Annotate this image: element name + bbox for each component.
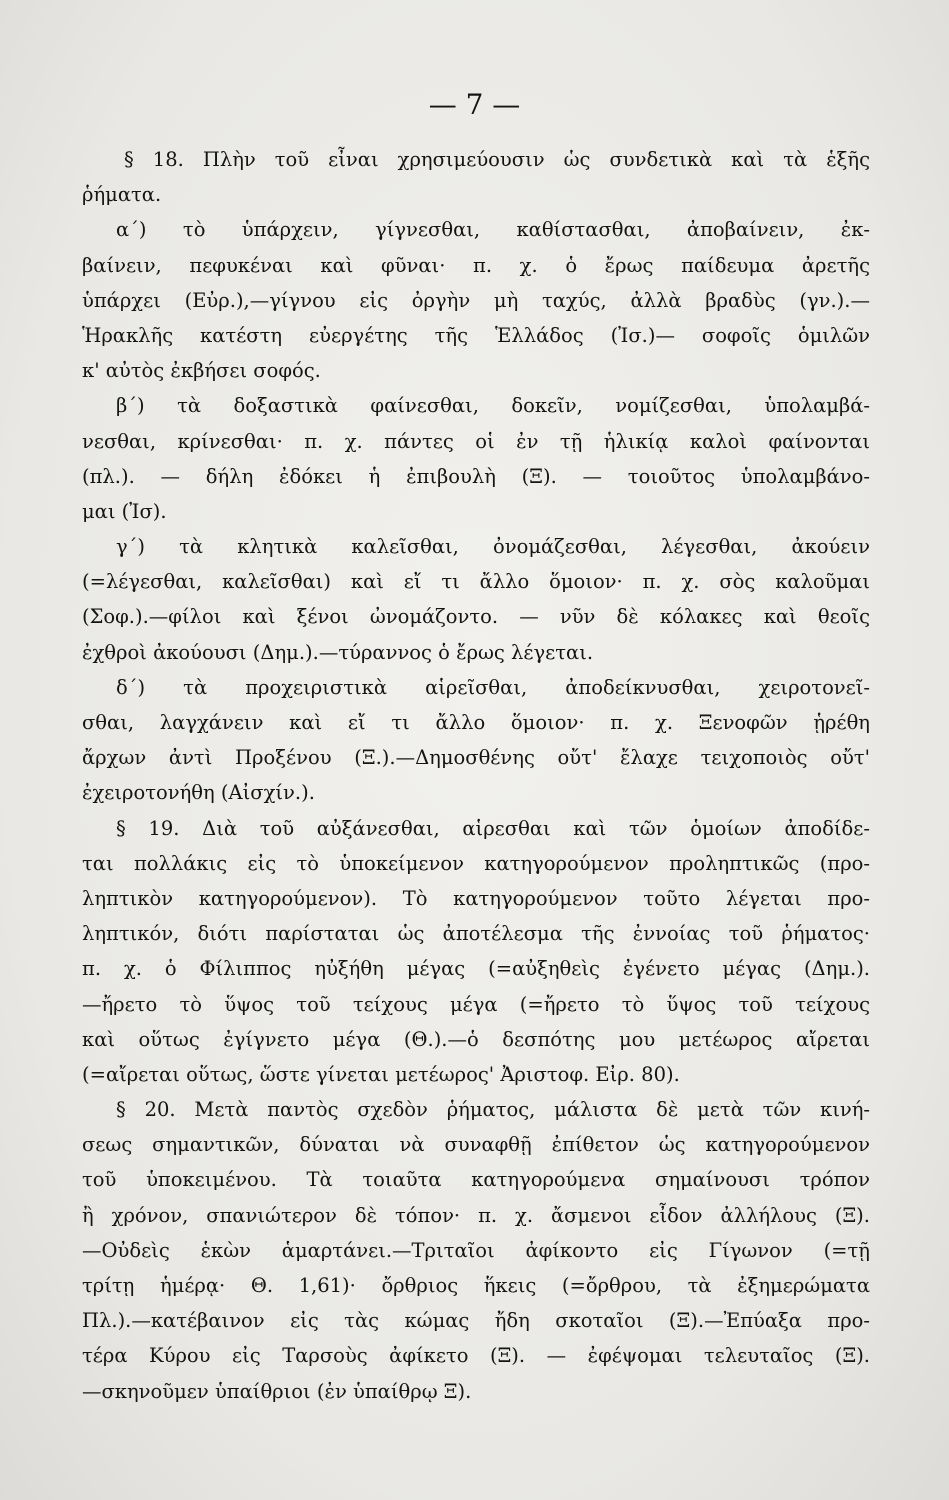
text-line: ληπτικὸν κατηγορούμενον). Τὸ κατηγορούμενον τοῦτο λέγεται προ- [82, 886, 870, 910]
text-line: γ΄) τὰ κλητικὰ καλεῖσθαι, ὀνομάζεσθαι, λέγεσθαι, ἀκούειν [116, 535, 870, 559]
text-line: (πλ.). — δήλη ἐδόκει ἡ ἐπιβουλὴ (Ξ). — τοιοῦτος ὑπολαμβάνο- [82, 464, 870, 488]
text-line: § 19. Διὰ τοῦ αὐξάνεσθαι, αἱρεσθαι καὶ τῶν ὁμοίων ἀποδίδε- [116, 816, 870, 840]
text-line: δ΄) τὰ προχειριστικὰ αἱρεῖσθαι, ἀποδείκνυσθαι, χειροτονεῖ- [116, 675, 870, 699]
text-line: σθαι, λαγχάνειν καὶ εἴ τι ἄλλο ὅμοιον· π. χ. Ξενοφῶν ᾑρέθη [82, 711, 870, 734]
text-line: ληπτικόν, διότι παρίσταται ὡς ἀποτέλεσμα τῆς ἐννοίας τοῦ ῥήματος· [82, 922, 870, 946]
text-line: καὶ οὕτως ἐγίγνετο μέγα (Θ.).—ὁ δεσπότης μου μετέωρος αἴρεται [82, 1027, 870, 1051]
text-line: σεως σημαντικῶν, δύναται νὰ συναφθῇ ἐπίθετον ὡς κατηγορούμενον [82, 1133, 870, 1157]
text-line: § 18. Πλὴν τοῦ εἶναι χρησιμεύουσιν ὡς συνδετικὰ καὶ τὰ ἑξῆς [124, 148, 870, 171]
text-line: ἄρχων ἀντὶ Προξένου (Ξ.).—Δημοσθένης οὔτ' ἔλαχε τειχοποιὸς οὔτ' [82, 746, 870, 770]
text-line: β΄) τὰ δοξαστικὰ φαίνεσθαι, δοκεῖν, νομίζεσθαι, ὑπολαμβά- [116, 394, 870, 418]
text-line: (=λέγεσθαι, καλεῖσθαι) καὶ εἴ τι ἄλλο ὅμοιον· π. χ. σὸς καλοῦμαι [82, 570, 870, 594]
text-line: ἢ χρόνον, σπανιώτερον δὲ τόπον· π. χ. ἄσμενοι εἶδον ἀλλήλους (Ξ). [82, 1203, 870, 1227]
text-line: ἐχθροὶ ἀκούουσι (Δημ.).—τύραννος ὁ ἔρως λέγεται. [82, 640, 594, 664]
page-number: — 7 — [428, 88, 521, 121]
text-line: Ἡρακλῆς κατέστη εὐεργέτης τῆς Ἑλλάδος (Ἰσ.)— σοφοῖς ὁμιλῶν [82, 323, 870, 347]
text-line: α΄) τὸ ὑπάρχειν, γίγνεσθαι, καθίστασθαι, ἀποβαίνειν, ἐκ- [116, 218, 870, 242]
text-line: τρίτῃ ἡμέρᾳ· Θ. 1,61)· ὄρθριος ἥκεις (=ὄρθρου, τὰ ἐξημερώματα [82, 1274, 870, 1297]
text-line: —σκηνοῦμεν ὑπαίθριοι (ἐν ὑπαίθρῳ Ξ). [82, 1379, 472, 1403]
text-line: τέρα Κύρου εἰς Ταρσοὺς ἀφίκετο (Ξ). — ἐφέψομαι τελευταῖος (Ξ). [82, 1344, 870, 1368]
text-line: τοῦ ὑποκειμένου. Τὰ τοιαῦτα κατηγορούμενα σημαίνουσι τρόπον [82, 1168, 870, 1192]
text-line: Πλ.).—κατέβαινον εἰς τὰς κώμας ἤδη σκοταῖοι (Ξ).—Ἐπύαξα προ- [82, 1309, 870, 1333]
text-line: ἐχειροτονήθη (Αἰσχίν.). [82, 781, 315, 805]
text-line: ῥήματα. [82, 183, 162, 207]
text-line: § 20. Μετὰ παντὸς σχεδὸν ῥήματος, μάλιστα δὲ μετὰ τῶν κινή- [116, 1098, 870, 1122]
body-text [82, 142, 870, 1409]
text-line: κ' αὐτὸς ἐκβήσει σοφός. [82, 359, 321, 383]
text-line: ται πολλάκις εἰς τὸ ὑποκείμενον κατηγορούμενον προληπτικῶς (προ- [82, 851, 870, 875]
text-line: νεσθαι, κρίνεσθαι· π. χ. πάντες οἱ ἐν τῇ ἡλικίᾳ καλοὶ φαίνονται [82, 429, 870, 453]
text-line: (Σοφ.).—φίλοι καὶ ξένοι ὠνομάζοντο. — νῦν δὲ κόλακες καὶ θεοῖς [82, 605, 870, 629]
text-line: (=αἴρεται οὕτως, ὥστε γίνεται μετέωρος' Ἀριστοφ. Εἰρ. 80). [82, 1062, 680, 1086]
text-line: βαίνειν, πεφυκέναι καὶ φῦναι· π. χ. ὁ ἔρως παίδευμα ἀρετῆς [82, 253, 870, 277]
text-line: ὑπάρχει (Εὐρ.),—γίγνου εἰς ὀργὴν μὴ ταχύς, ἀλλὰ βραδὺς (γν.).— [82, 288, 870, 312]
text-line: π. χ. ὁ Φίλιππος ηὐξήθη μέγας (=αὐξηθεὶς ἐγένετο μέγας (Δημ.). [82, 957, 870, 981]
text-line: —Οὐδεὶς ἑκὼν ἁμαρτάνει.—Τριταῖοι ἀφίκοντο εἰς Γίγωνον (=τῇ [82, 1238, 870, 1262]
text-line: —ἤρετο τὸ ὕψος τοῦ τείχους μέγα (=ἤρετο τὸ ὕψος τοῦ τείχους [82, 992, 870, 1016]
text-line: μαι (Ἰσ). [82, 499, 167, 523]
